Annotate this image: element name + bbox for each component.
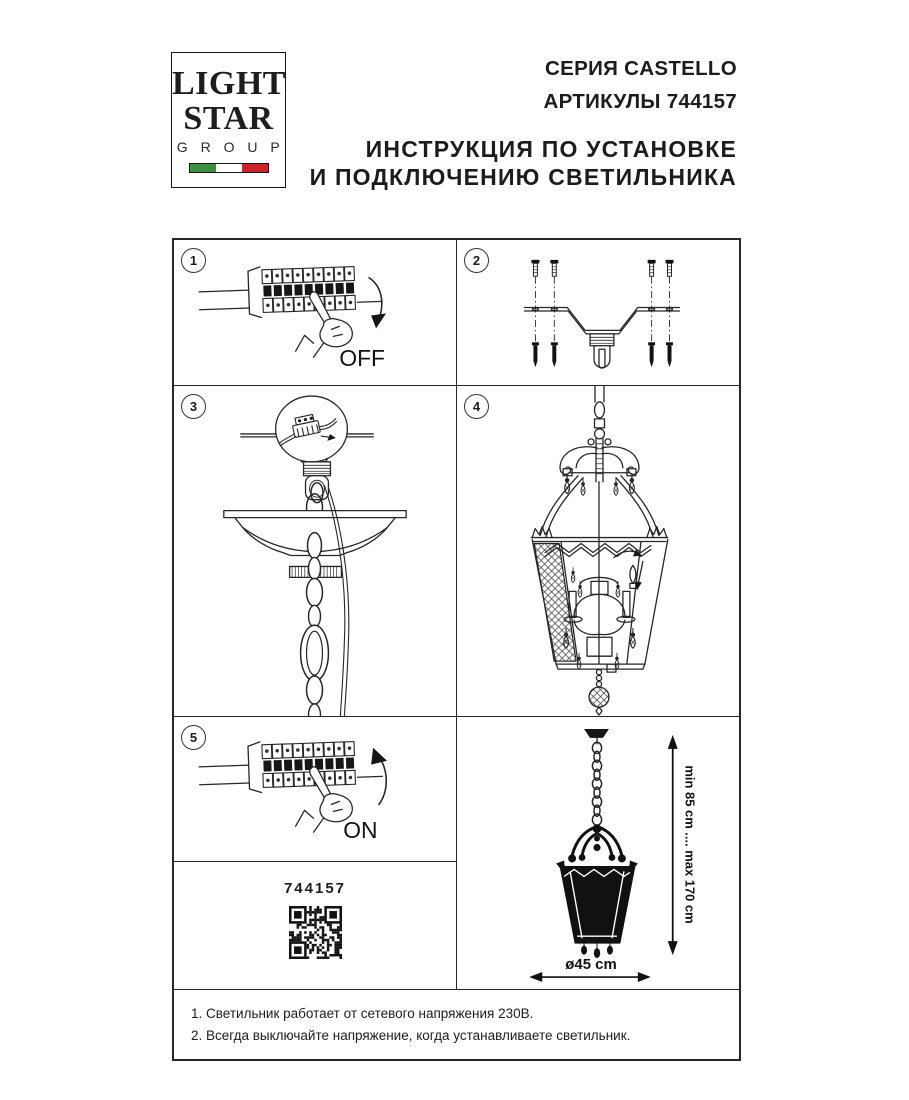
logo-word-star: STAR xyxy=(183,100,274,137)
breaker-off-illustration xyxy=(174,240,456,385)
chain-assembly-illustration xyxy=(174,386,456,716)
footer-notes-cell xyxy=(174,990,739,1059)
step3-cell xyxy=(174,386,457,717)
instruction-title-line2: И ПОДКЛЮЧЕНИЮ СВЕТИЛЬНИКА xyxy=(309,164,737,190)
chain-link xyxy=(308,533,322,559)
step2-number-badge: 2 xyxy=(464,248,489,273)
instruction-title xyxy=(310,135,737,191)
article-qr-cell xyxy=(174,862,457,990)
step5-number-badge: 5 xyxy=(181,725,206,750)
switch-down-arrow-icon xyxy=(369,278,386,329)
instruction-title-line1: ИНСТРУКЦИЯ ПО УСТАНОВКЕ xyxy=(365,136,737,162)
height-range-label: min 85 cm .... max 170 cm xyxy=(682,765,698,924)
logo-word-group: G R O U P xyxy=(176,139,285,155)
chandelier-illustration xyxy=(457,386,739,716)
article-title: АРТИКУЛЫ 744157 xyxy=(543,90,737,113)
breaker-modules xyxy=(262,267,356,313)
qr-code xyxy=(289,906,342,959)
note-line-2: 2. Всегда выключайте напряжение, когда устанавливаете светильник. xyxy=(191,1028,631,1043)
chain-link xyxy=(309,557,321,579)
document-header xyxy=(310,52,737,191)
lightstar-logo xyxy=(171,52,286,188)
diameter-dimension xyxy=(529,956,651,982)
mounting-bracket-illustration xyxy=(457,240,739,385)
dimensions-cell xyxy=(457,717,739,990)
step5-cell xyxy=(174,717,457,862)
flag-red xyxy=(242,164,268,172)
step3-number-badge: 3 xyxy=(181,394,206,419)
off-label: OFF xyxy=(339,345,385,372)
circuit-breaker-drawing xyxy=(198,263,382,320)
series-title: СЕРИЯ CASTELLO xyxy=(545,57,737,80)
logo-word-light: LIGHT xyxy=(172,65,286,102)
hanging-chain xyxy=(301,578,329,716)
step1-cell xyxy=(174,240,457,386)
on-label: ON xyxy=(343,817,378,844)
step2-cell xyxy=(457,240,739,386)
step4-number-badge: 4 xyxy=(464,394,489,419)
step1-number-badge: 1 xyxy=(181,248,206,273)
flag-green xyxy=(190,164,216,172)
instruction-grid xyxy=(172,238,741,1061)
flag-white xyxy=(216,164,242,172)
italian-flag-bar xyxy=(189,163,269,173)
note-line-1: 1. Светильник работает от сетевого напряжения 230В. xyxy=(191,1006,534,1021)
dimensions-illustration xyxy=(457,717,739,989)
bracket-drawing xyxy=(525,308,680,369)
terminal-block-zoom-circle xyxy=(275,396,347,462)
height-dimension xyxy=(668,735,698,955)
circuit-breaker-drawing xyxy=(198,738,382,795)
chandelier-silhouette xyxy=(556,729,638,958)
article-number: 744157 xyxy=(283,880,347,897)
step4-cell xyxy=(457,386,739,717)
nipple-and-connector xyxy=(304,462,331,503)
diameter-label: ø45 cm xyxy=(565,956,617,974)
silhouette-chain xyxy=(592,742,601,825)
breaker-on-illustration xyxy=(174,717,456,861)
candle-bulb-icon xyxy=(630,565,636,583)
breaker-modules xyxy=(262,742,356,788)
